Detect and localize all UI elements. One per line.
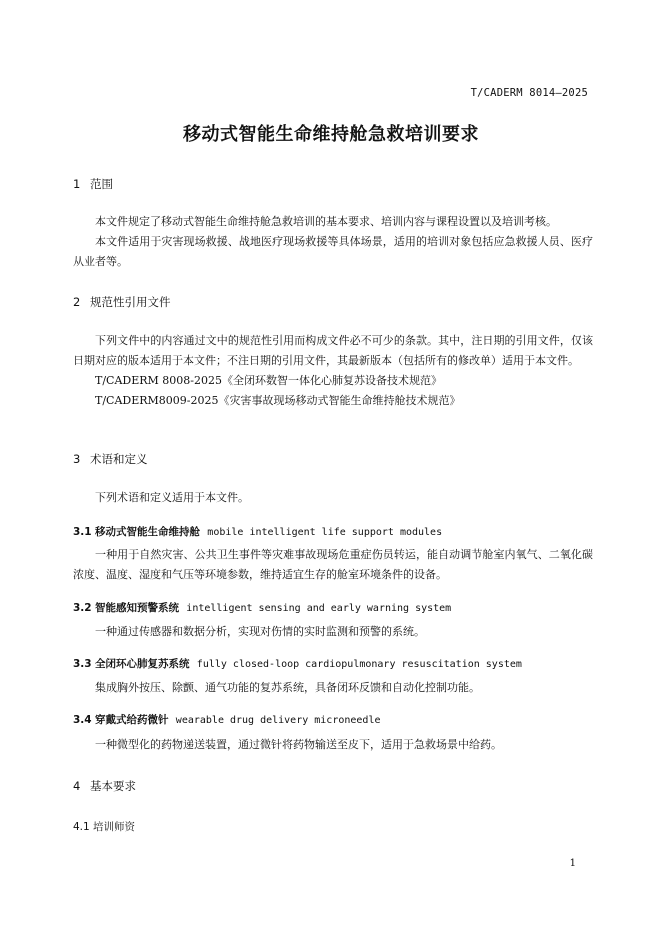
term-3-1-heading bbox=[73, 524, 442, 539]
section-number: 4 bbox=[73, 779, 81, 793]
paragraph: 集成胸外按压、除颤、通气功能的复苏系统，具备闭环反馈和自动化控制功能。 bbox=[95, 681, 480, 694]
subsection-4-1-heading bbox=[73, 819, 135, 834]
term-3-3-definition bbox=[73, 678, 593, 698]
paragraph: 一种用于自然灾害、公共卫生事件等灾难事故现场危重症伤员转运，能自动调节舱室内氧气、二氧化碳浓度、温度、湿度和气压等环境参数，维持适宜生存的舱室环境条件的设备。 bbox=[73, 548, 593, 581]
term-number: 3.2 bbox=[73, 602, 92, 614]
section-number: 2 bbox=[73, 295, 81, 309]
standard-number: T/CADERM 8014—2025 bbox=[470, 87, 588, 99]
section-2-body bbox=[73, 331, 593, 411]
section-3-heading bbox=[73, 451, 148, 467]
section-title: 术语和定义 bbox=[90, 452, 148, 466]
section-number: 1 bbox=[73, 177, 81, 191]
term-3-1-definition bbox=[73, 545, 593, 585]
section-1-body bbox=[73, 212, 593, 272]
section-4-heading bbox=[73, 778, 136, 794]
reference-item: T/CADERM8009-2025《灾害事故现场移动式智能生命维持舱技术规范》 bbox=[95, 394, 461, 407]
term-number: 3.4 bbox=[73, 714, 92, 726]
paragraph: 一种通过传感器和数据分析，实现对伤情的实时监测和预警的系统。 bbox=[95, 625, 425, 638]
term-3-3-heading bbox=[73, 656, 522, 671]
term-english: intelligent sensing and early warning system bbox=[186, 603, 452, 614]
paragraph: 本文件适用于灾害现场救援、战地医疗现场救援等具体场景，适用的培训对象包括应急救援人员、医疗从业者等。 bbox=[73, 235, 593, 268]
section-3-intro bbox=[73, 488, 593, 508]
term-english: wearable drug delivery microneedle bbox=[175, 715, 381, 726]
document-title: 移动式智能生命维持舱急救培训要求 bbox=[183, 124, 479, 145]
paragraph: 一种微型化的药物递送装置，通过微针将药物输送至皮下，适用于急救场景中给药。 bbox=[95, 738, 502, 751]
term-chinese: 全闭环心肺复苏系统 bbox=[94, 658, 190, 670]
subsection-title: 培训师资 bbox=[93, 821, 136, 833]
section-1-heading bbox=[73, 176, 113, 192]
term-number: 3.3 bbox=[73, 658, 92, 670]
section-number: 3 bbox=[73, 452, 81, 466]
term-chinese: 穿戴式给药微针 bbox=[94, 714, 169, 726]
paragraph: 本文件规定了移动式智能生命维持舱急救培训的基本要求、培训内容与课程设置以及培训考核。 bbox=[95, 215, 557, 228]
section-2-heading bbox=[73, 294, 171, 310]
term-chinese: 移动式智能生命维持舱 bbox=[94, 526, 200, 538]
term-3-4-heading bbox=[73, 712, 381, 727]
subsection-number: 4.1 bbox=[73, 821, 90, 833]
term-3-4-definition bbox=[73, 735, 593, 755]
term-number: 3.1 bbox=[73, 526, 92, 538]
section-title: 规范性引用文件 bbox=[90, 295, 171, 309]
term-english: fully closed-loop cardiopulmonary resuscitation system bbox=[196, 659, 522, 670]
section-title: 基本要求 bbox=[90, 779, 136, 793]
term-3-2-heading bbox=[73, 600, 451, 615]
paragraph: 下列术语和定义适用于本文件。 bbox=[95, 491, 249, 504]
section-title: 范围 bbox=[90, 177, 113, 191]
reference-item: T/CADERM 8008-2025《全闭环数智一体化心肺复苏设备技术规范》 bbox=[95, 374, 442, 387]
term-chinese: 智能感知预警系统 bbox=[94, 602, 179, 614]
page-number: 1 bbox=[569, 858, 576, 869]
term-3-2-definition bbox=[73, 622, 593, 642]
term-english: mobile intelligent life support modules bbox=[207, 527, 443, 538]
paragraph: 下列文件中的内容通过文中的规范性引用而构成文件必不可少的条款。其中，注日期的引用文件，仅该日期对应的版本适用于本文件；不注日期的引用文件，其最新版本（包括所有的修改单）适用于本文件。 bbox=[73, 334, 593, 367]
